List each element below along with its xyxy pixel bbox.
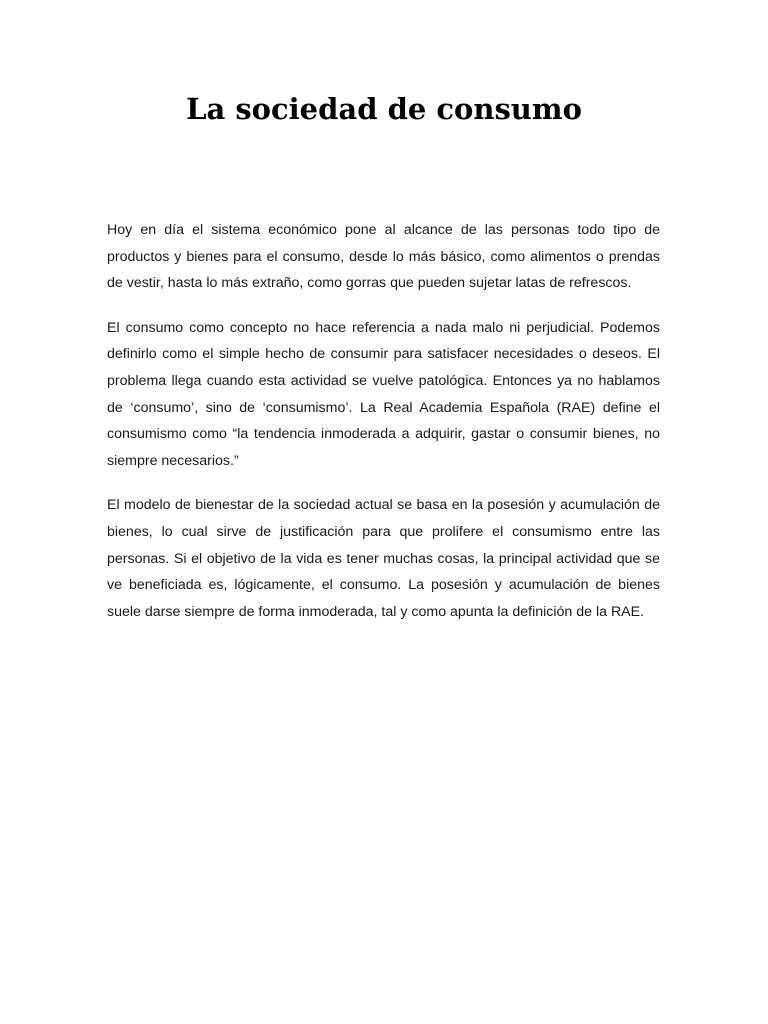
paragraph-1: Hoy en día el sistema económico pone al alcance de las personas todo tipo de productos y bienes para el consumo, desde lo más básico, como alimentos o prendas de vestir, hasta lo más extraño, como gorras que pueden sujetar latas de refrescos.	[107, 222, 660, 292]
document-body	[107, 217, 660, 643]
paragraph-2: El consumo como concepto no hace referencia a nada malo ni perjudicial. Podemos definirlo como el simple hecho de consumir para satisfacer necesidades o deseos. El problema llega cuando esta actividad se vuelve patológica. Entonces ya no hablamos de ‘consumo’, sino de ‘consumismo’. La Real Academia Española (RAE) define el consumismo como “la tendencia inmoderada a adquirir, gastar o consumir bienes, no siempre necesarios.”	[107, 319, 660, 469]
paragraph-3: El modelo de bienestar de la sociedad actual se basa en la posesión y acumulación de bienes, lo cual sirve de justificación para que prolifere el consumismo entre las personas. Si el objetivo de la vida es tener muchas cosas, la principal actividad que se ve beneficiada es, lógicamente, el consumo. La posesión y acumulación de bienes suele darse siempre de forma inmoderada, tal y como apunta la definición de la RAE.	[107, 497, 660, 620]
document-title: La sociedad de consumo	[186, 92, 582, 126]
